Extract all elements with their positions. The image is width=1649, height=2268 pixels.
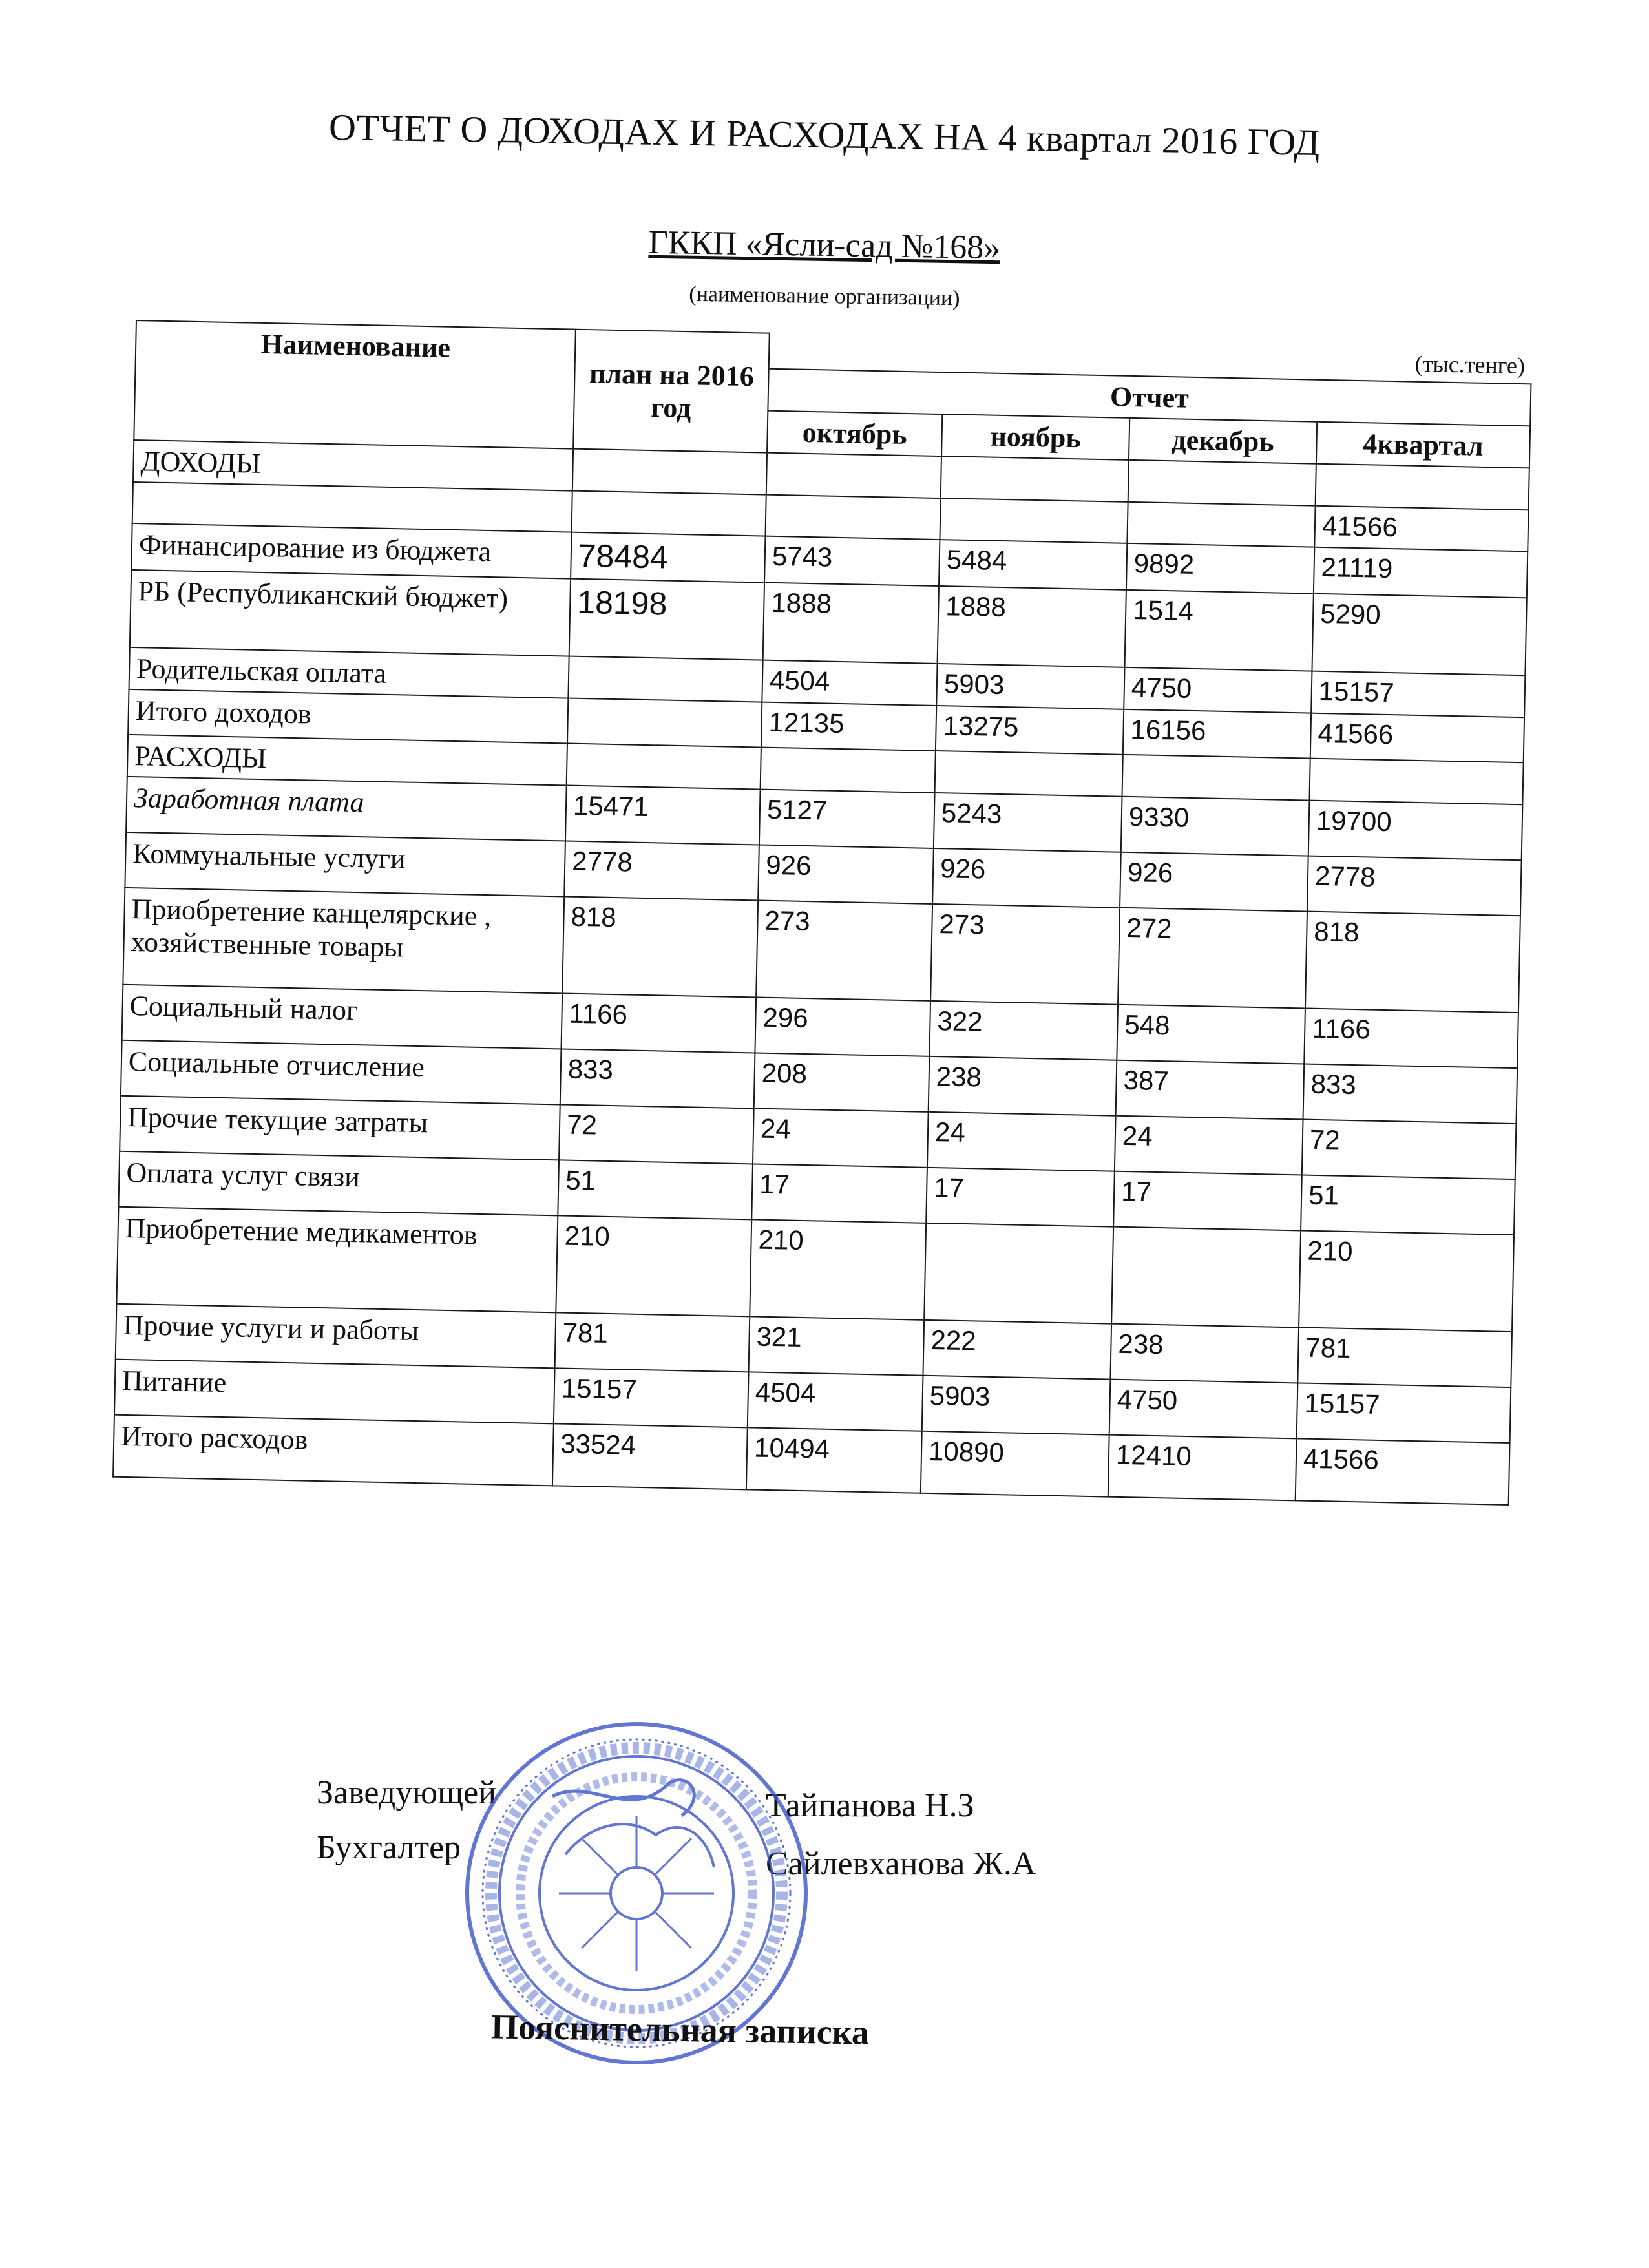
expense-row-oct: 208 — [754, 1053, 930, 1111]
income-row-oct: 5743 — [764, 536, 940, 586]
expense-row-plan: 1166 — [561, 993, 756, 1053]
expense-row-nov: 273 — [930, 904, 1120, 1005]
income-row-plan: 18198 — [569, 579, 764, 660]
expense-row-oct: 926 — [758, 845, 934, 904]
expense-row-dec: 548 — [1117, 1005, 1305, 1064]
income-row-oct — [765, 495, 940, 540]
expense-total-row-nov: 10890 — [921, 1431, 1109, 1497]
expense-row-plan: 818 — [562, 896, 758, 997]
accountant-role: Бухгалтер — [317, 1829, 461, 1866]
stamp-inner-lettering-band — [520, 1777, 753, 2010]
header-units: (тыс.тенге) — [769, 333, 1532, 384]
expense-row-label: Приобретение канцелярские , хозяйственные товары — [123, 888, 564, 994]
income-row-nov — [940, 498, 1128, 543]
expense-row-dec: 926 — [1120, 852, 1308, 912]
header-december: декабрь — [1129, 418, 1317, 464]
income-row-plan: 78484 — [571, 532, 765, 583]
expense-row-q4: 51 — [1301, 1175, 1515, 1235]
income-row-dec: 9892 — [1126, 543, 1314, 594]
expense-row-dec: 9330 — [1121, 797, 1310, 856]
income-total-row-oct: 12135 — [761, 702, 936, 751]
expense-row-nov: 322 — [929, 1001, 1118, 1060]
income-row-q4: 21119 — [1314, 547, 1528, 598]
expense-row-oct: 296 — [755, 997, 930, 1056]
income-row-nov: 5903 — [936, 664, 1124, 709]
expense-row-q4: 2778 — [1307, 856, 1522, 916]
expense-row-label: Прочие услуги и работы — [116, 1304, 556, 1369]
expense-row-q4: 833 — [1303, 1064, 1518, 1124]
expense-row-oct: 17 — [751, 1164, 927, 1223]
expense-row-plan: 2778 — [564, 841, 759, 901]
report-sheet — [112, 320, 1531, 1506]
expense-row-nov: 238 — [929, 1056, 1117, 1116]
expense-total-row-q4: 41566 — [1296, 1438, 1510, 1505]
expense-section-empty-cell — [1309, 759, 1523, 805]
expense-row-dec: 387 — [1116, 1060, 1305, 1120]
income-row-oct: 4504 — [762, 660, 937, 706]
expense-row-plan: 51 — [558, 1160, 753, 1219]
expense-row-oct: 210 — [750, 1219, 926, 1319]
expense-row-q4: 19700 — [1308, 801, 1523, 861]
expense-row-q4: 818 — [1305, 912, 1520, 1013]
expense-row-dec: 272 — [1118, 908, 1307, 1009]
expense-row-dec — [1111, 1227, 1301, 1328]
expense-row-q4: 1166 — [1304, 1009, 1518, 1069]
expense-row-nov: 926 — [932, 848, 1121, 908]
expense-row-dec: 4750 — [1109, 1380, 1298, 1439]
header-november: ноябрь — [941, 414, 1129, 460]
income-row-label: Финансирование из бюджета — [131, 523, 571, 579]
organization-name: ГККП «Ясли-сад №168» — [648, 224, 1001, 267]
income-row-label: Родительская оплата — [129, 647, 569, 698]
expense-row-dec: 17 — [1113, 1171, 1302, 1231]
income-total-row-label: Итого доходов — [128, 689, 568, 744]
expense-row-nov: 24 — [927, 1112, 1116, 1171]
expense-section-empty-cell — [761, 748, 936, 793]
income-row-dec: 4750 — [1124, 667, 1312, 713]
expense-row-oct: 4504 — [748, 1372, 923, 1431]
income-total-row-plan — [567, 698, 762, 748]
expense-row-oct: 273 — [756, 901, 932, 1001]
expense-row-dec: 24 — [1115, 1116, 1303, 1175]
report-table — [112, 320, 1533, 1506]
expense-total-row-label: Итого расходов — [113, 1415, 554, 1486]
header-report: Отчет — [768, 369, 1531, 426]
income-total-row-nov: 13275 — [936, 706, 1124, 755]
income-row-q4: 15157 — [1311, 671, 1525, 718]
head-name: Тайпанова Н.З — [766, 1787, 974, 1824]
expense-row-dec: 238 — [1110, 1324, 1299, 1383]
expense-row-nov: 17 — [926, 1168, 1115, 1227]
expense-row-label: Прочие текущие затраты — [120, 1096, 560, 1160]
income-row-dec: 1514 — [1125, 590, 1314, 671]
expense-row-label: Оплата услуг связи — [118, 1151, 559, 1216]
expense-total-row-dec: 12410 — [1108, 1435, 1297, 1501]
expense-row-oct: 5127 — [759, 790, 935, 848]
income-row-q4: 41566 — [1314, 506, 1528, 552]
expense-row-plan: 781 — [555, 1312, 750, 1372]
income-total-row-q4: 41566 — [1310, 713, 1524, 763]
organization-caption: (наименование организации) — [689, 282, 960, 311]
expense-row-nov: 5243 — [934, 793, 1122, 852]
header-name: Наименование — [134, 320, 576, 449]
expense-row-label: Заработная плата — [126, 777, 567, 841]
expense-section-label: РАСХОДЫ — [127, 735, 567, 786]
income-row-dec — [1127, 502, 1315, 547]
income-row-plan — [568, 656, 762, 702]
income-row-label: РБ (Республиканский бюджет) — [130, 570, 571, 656]
expense-row-nov: 5903 — [922, 1376, 1111, 1435]
expense-row-label: Питание — [114, 1360, 555, 1424]
income-row-nov: 5484 — [939, 540, 1127, 590]
expense-row-q4: 781 — [1297, 1327, 1512, 1387]
stamp-lettering-band — [491, 1748, 782, 2039]
expense-row-plan: 15157 — [554, 1368, 749, 1427]
expense-row-plan: 210 — [556, 1215, 751, 1316]
expense-row-nov — [924, 1223, 1113, 1324]
income-row-plan — [572, 491, 766, 536]
expense-row-q4: 15157 — [1297, 1383, 1511, 1443]
expense-row-label: Коммунальные услуги — [125, 832, 565, 897]
expense-row-plan: 833 — [560, 1049, 755, 1108]
head-role: Заведующей — [317, 1774, 497, 1811]
expense-total-row-plan: 33524 — [552, 1423, 748, 1489]
expense-row-label: Приобретение медикаментов — [116, 1207, 558, 1313]
report-title: ОТЧЕТ О ДОХОДАХ И РАСХОДАХ НА 4 квартал 2016 ГОД — [328, 105, 1321, 164]
expense-row-q4: 210 — [1299, 1230, 1514, 1332]
stamp-dotted-ring — [483, 1739, 790, 2047]
expense-row-nov: 222 — [923, 1320, 1111, 1380]
header-october: октябрь — [767, 411, 942, 456]
expense-row-label: Социальные отчисление — [121, 1040, 562, 1105]
expense-total-row-oct: 10494 — [746, 1427, 922, 1493]
expense-row-plan: 72 — [559, 1104, 754, 1164]
expense-row-q4: 72 — [1302, 1120, 1517, 1180]
expense-section-empty-cell — [935, 751, 1123, 797]
header-plan: план на 2016 год — [573, 330, 770, 453]
expense-row-label: Социальный налог — [122, 985, 563, 1049]
accountant-name: Сайлевханова Ж.А — [766, 1845, 1036, 1882]
explanatory-note-title: Пояснительная записка — [490, 2007, 870, 2052]
expense-row-oct: 24 — [753, 1108, 929, 1167]
income-row-oct: 1888 — [763, 583, 939, 664]
income-section-label: ДОХОДЫ — [133, 440, 573, 491]
header-quarter: 4квартал — [1316, 422, 1530, 468]
income-row-q4: 5290 — [1312, 594, 1526, 676]
expense-section-empty-cell — [567, 744, 761, 790]
expense-row-oct: 321 — [749, 1316, 925, 1375]
expense-section-empty-cell — [1122, 755, 1310, 801]
income-total-row-dec: 16156 — [1123, 709, 1311, 759]
expense-row-plan: 15471 — [565, 786, 761, 845]
income-row-nov: 1888 — [938, 586, 1126, 667]
